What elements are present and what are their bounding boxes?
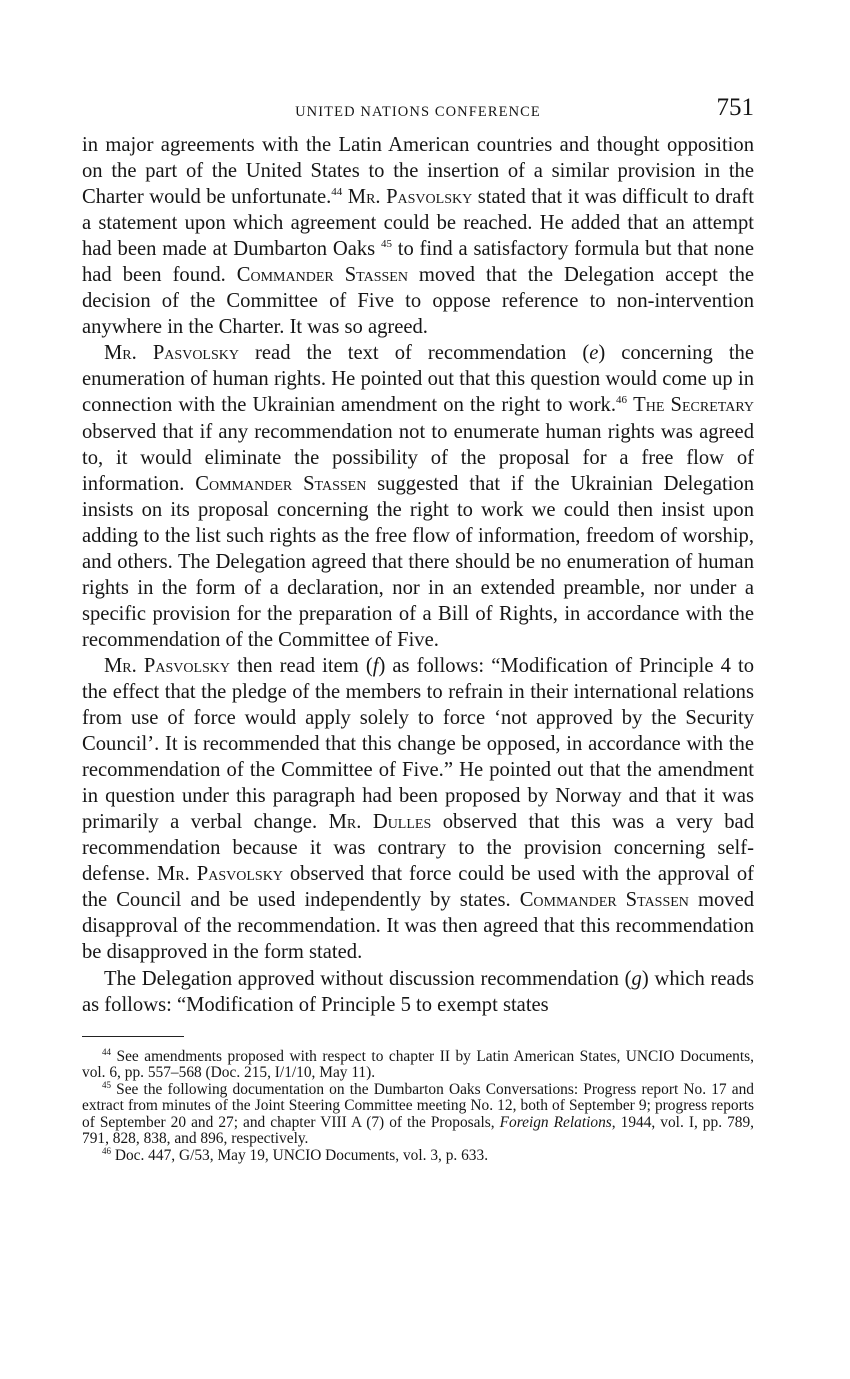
text-run: See the following documentation on the Dumbarton Oaks Conversations: Progress report No. 17 and extract from minutes of the Joint Steering Committee meeting No. 12, both of September 9; progress reports of September 20 and 27; and chapter VIII A (7) of the Proposals, <box>82 1080 754 1131</box>
text-run: then read item ( <box>230 654 373 677</box>
speaker-name: Mr. Pasvolsky <box>157 863 283 886</box>
paragraph <box>82 966 754 1018</box>
speaker-name: Commander Stassen <box>195 472 367 495</box>
text-run: moved disapproval of the recommendation. It was then agreed that this recommendation be disapproved in the form stated. <box>82 889 755 964</box>
speaker-name: The Secretary <box>633 394 754 417</box>
paragraph <box>82 653 754 966</box>
footnote-marker: 46 <box>616 394 627 407</box>
italic-text: g <box>631 967 642 990</box>
text-run: The Delegation approved without discussion recommendation ( <box>104 967 632 990</box>
footnote-marker: 44 <box>331 186 343 199</box>
page-header <box>82 92 754 132</box>
text-run: ) which reads as follows: “Modification of Principle 5 to exempt states <box>82 967 754 1016</box>
text-run: stated that it was difficult to draft a statement upon which agreement could be reached. He added that an attempt had been made at Dumbarton Oaks <box>82 186 754 261</box>
document-page <box>82 92 754 1164</box>
speaker-name: Commander Stassen <box>236 264 408 287</box>
italic-text: Foreign Relations <box>499 1113 612 1131</box>
text-run: observed that if any recommendation not to enumerate human rights was agreed to, it would eliminate the possibility of the proposal for a free flow of information. <box>82 420 754 495</box>
footnote <box>82 1046 754 1082</box>
footnote <box>82 1079 755 1148</box>
text-run: observed that force could be used with the approval of the Council and be used independently by states. <box>82 863 755 912</box>
footnotes <box>82 1046 755 1165</box>
footnote-marker: 45 <box>102 1079 111 1090</box>
text-run: to find a satisfactory formula but that none had been found. <box>82 238 754 287</box>
speaker-name: Mr. Pasvolsky <box>104 342 239 365</box>
speaker-name: Commander Stassen <box>519 889 689 912</box>
body-text <box>82 132 754 1018</box>
footnote-marker: 45 <box>380 238 392 251</box>
speaker-name: Mr. Pasvolsky <box>104 654 231 677</box>
paragraph <box>82 340 754 653</box>
text-run: , 1944, vol. I, pp. 789, 791, 828, 838, and 896, respectively. <box>82 1113 755 1148</box>
text-run: moved that the Delegation accept the decision of the Committee of Five to oppose reference to non-intervention anywhere in the Charter. It was so agreed. <box>82 264 755 339</box>
running-head: UNITED NATIONS CONFERENCE <box>295 104 541 120</box>
speaker-name: Mr. Dulles <box>328 811 432 834</box>
footnote <box>82 1145 754 1165</box>
italic-text: f <box>372 654 379 677</box>
footnote-divider <box>82 1036 184 1037</box>
text-run: See amendments proposed with respect to chapter II by Latin American States, UNCIO Documents, vol. 6, pp. 557–568 (Doc. 215, I/1/10, May 11). <box>82 1047 754 1082</box>
text-run: ) concerning the enumeration of human rights. He pointed out that this question would come up in connection with the Ukrainian amendment on the right to work. <box>82 342 754 417</box>
footnote-marker: 46 <box>102 1145 111 1156</box>
page-number: 751 <box>716 94 754 121</box>
text-run: read the text of recommendation ( <box>239 342 590 365</box>
paragraph <box>82 132 754 340</box>
text-run: in major agreements with the Latin American countries and thought opposition on the part of the United States to the insertion of a similar provision in the Charter would be unfortunate. <box>82 134 754 209</box>
speaker-name: Mr. Pasvolsky <box>347 186 473 209</box>
text-run: observed that this was a very bad recommendation because it was contrary to the provision concerning self-defense. <box>82 811 754 886</box>
italic-text: e <box>589 342 599 365</box>
text-run: Doc. 447, G/53, May 19, UNCIO Documents, vol. 3, p. 633. <box>111 1146 489 1164</box>
footnote-marker: 44 <box>102 1046 111 1057</box>
text-run: ) as follows: “Modification of Principle 4 to the effect that the pledge of the members to refrain in their international relations from use of force would apply solely to force ‘not approved by the Security Council’. It is recommended that this change be opposed, in accordance with the recommendation of the Committee of Five.” He pointed out that the amendment in question under this paragraph had been proposed by Norway and that it was primarily a verbal change. <box>82 654 755 834</box>
text-run: suggested that if the Ukrainian Delegation insists on its proposal concerning the right to work we could then insist upon adding to the list such rights as the free flow of information, freedom of worship, and others. The Delegation agreed that there should be no enumeration of human rights in the form of a declaration, nor in an extended preamble, nor under a specific provision for the preparation of a Bill of Rights, in accordance with the recommendation of the Committee of Five. <box>82 472 755 651</box>
